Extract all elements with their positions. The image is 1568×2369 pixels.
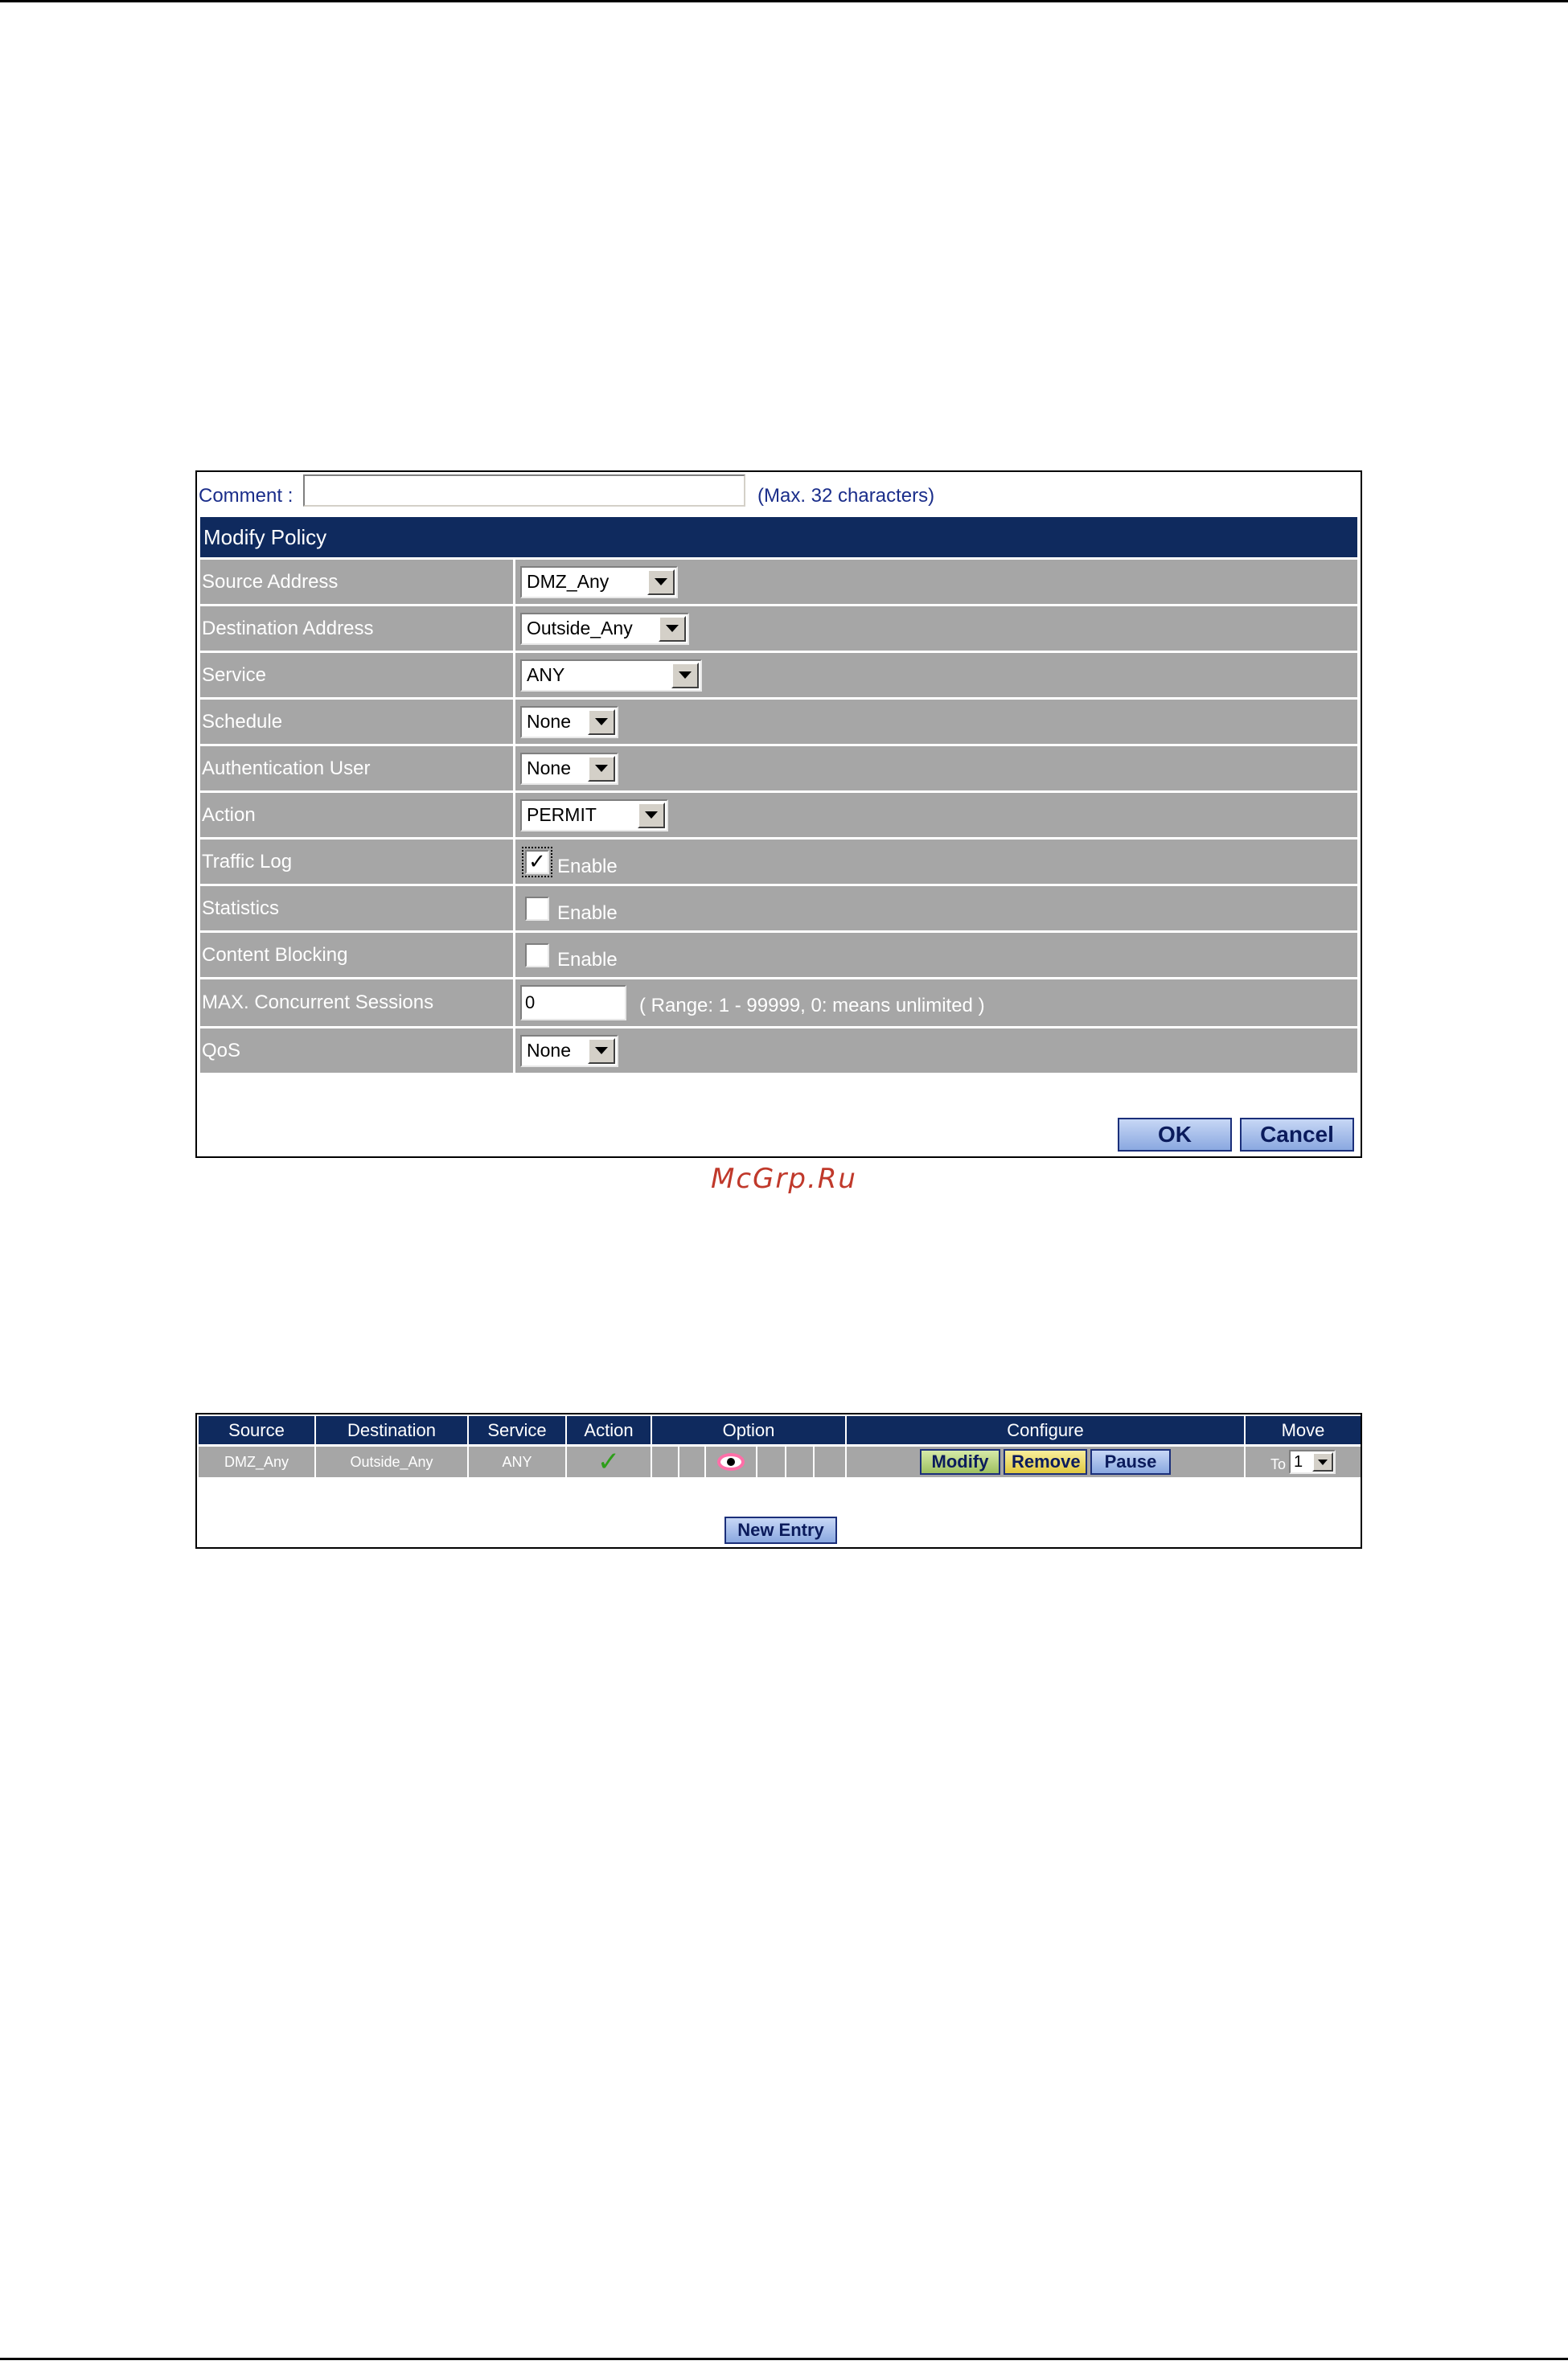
chevron-down-icon — [588, 1038, 615, 1064]
remove-button[interactable]: Remove — [1004, 1449, 1087, 1475]
destination-address-label: Destination Address — [200, 606, 515, 651]
chevron-down-icon — [638, 803, 665, 828]
chevron-down-icon — [647, 569, 675, 595]
action-select[interactable]: PERMIT — [520, 799, 668, 831]
comment-hint: (Max. 32 characters) — [757, 485, 935, 507]
row-action — [200, 793, 1357, 837]
chevron-down-icon — [588, 709, 615, 735]
ok-button[interactable]: OK — [1118, 1118, 1232, 1152]
service-select[interactable]: ANY — [520, 659, 702, 692]
content-blocking-enable-label: Enable — [557, 948, 618, 971]
authentication-user-label: Authentication User — [200, 746, 515, 790]
statistics-label: Statistics — [200, 886, 515, 930]
row-service — [200, 653, 1357, 697]
cell-source: DMZ_Any — [199, 1447, 316, 1477]
top-rule — [0, 0, 1568, 2]
modify-button[interactable]: Modify — [920, 1449, 1000, 1475]
new-entry-button[interactable]: New Entry — [724, 1517, 837, 1544]
statistics-enable-label: Enable — [557, 901, 618, 924]
chevron-down-icon — [1312, 1452, 1333, 1472]
content-blocking-label: Content Blocking — [200, 933, 515, 977]
pause-button[interactable]: Pause — [1090, 1449, 1171, 1475]
header-action: Action — [567, 1416, 652, 1444]
row-source-address — [200, 560, 1357, 604]
max-concurrent-sessions-label: MAX. Concurrent Sessions — [200, 979, 515, 1026]
chevron-down-icon — [588, 756, 615, 782]
max-sessions-hint: ( Range: 1 - 99999, 0: means unlimited ) — [639, 995, 985, 1016]
qos-select[interactable]: None — [520, 1035, 618, 1067]
schedule-select[interactable]: None — [520, 706, 618, 738]
source-address-select[interactable]: DMZ_Any — [520, 566, 678, 598]
schedule-label: Schedule — [200, 700, 515, 744]
comment-input[interactable] — [303, 474, 745, 507]
bottom-rule — [0, 2358, 1568, 2360]
cell-configure — [847, 1447, 1246, 1477]
cell-option — [652, 1447, 847, 1477]
destination-address-select[interactable]: Outside_Any — [520, 613, 689, 645]
chevron-down-icon — [659, 616, 686, 642]
move-to-label: To — [1270, 1455, 1286, 1472]
eye-icon[interactable] — [717, 1453, 745, 1471]
form-rows — [200, 560, 1357, 1075]
table-row — [199, 1447, 1361, 1477]
action-label: Action — [200, 793, 515, 837]
content-blocking-checkbox[interactable] — [525, 943, 549, 967]
row-traffic-log — [200, 840, 1357, 884]
service-label: Service — [200, 653, 515, 697]
row-max-concurrent-sessions — [200, 979, 1357, 1026]
comment-label: Comment : — [199, 485, 293, 507]
header-move: Move — [1246, 1416, 1361, 1444]
row-authentication-user — [200, 746, 1357, 790]
header-configure: Configure — [847, 1416, 1246, 1444]
modify-policy-panel — [195, 470, 1362, 1158]
row-statistics — [200, 886, 1357, 930]
traffic-log-enable-label: Enable — [557, 855, 618, 877]
check-icon: ✓ — [597, 1447, 621, 1477]
cell-action — [567, 1447, 652, 1477]
cell-service: ANY — [469, 1447, 567, 1477]
table-header — [199, 1416, 1361, 1444]
row-destination-address — [200, 606, 1357, 651]
chevron-down-icon — [671, 663, 699, 688]
source-address-label: Source Address — [200, 560, 515, 604]
max-sessions-input[interactable] — [520, 985, 626, 1020]
qos-label: QoS — [200, 1028, 515, 1073]
row-qos — [200, 1028, 1357, 1073]
statistics-checkbox[interactable] — [525, 897, 549, 921]
row-schedule — [200, 700, 1357, 744]
header-destination: Destination — [316, 1416, 469, 1444]
traffic-log-label: Traffic Log — [200, 840, 515, 884]
header-service: Service — [469, 1416, 567, 1444]
authentication-user-select[interactable]: None — [520, 753, 618, 785]
panel-header: Modify Policy — [200, 517, 1357, 557]
cell-move — [1246, 1447, 1361, 1477]
policy-table-panel — [195, 1413, 1362, 1549]
comment-row — [197, 472, 1361, 517]
header-option: Option — [652, 1416, 847, 1444]
cancel-button[interactable]: Cancel — [1240, 1118, 1354, 1152]
row-content-blocking — [200, 933, 1357, 977]
watermark: McGrp.Ru — [711, 1163, 857, 1195]
cell-destination: Outside_Any — [316, 1447, 469, 1477]
traffic-log-checkbox[interactable]: ✓ — [525, 850, 549, 874]
move-select[interactable]: 1 — [1289, 1450, 1336, 1474]
header-source: Source — [199, 1416, 316, 1444]
